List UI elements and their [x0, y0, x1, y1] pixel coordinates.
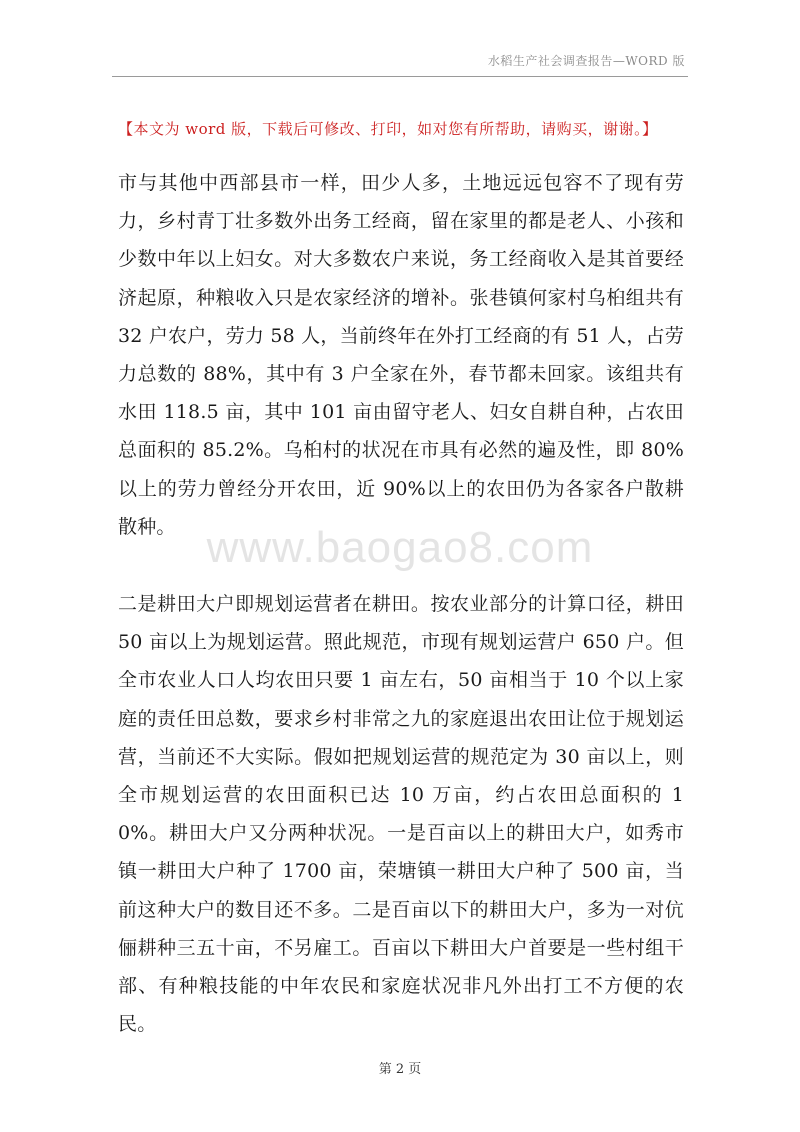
watermark: www.baogao8.com — [206, 523, 594, 572]
page-header-title: 水稻生产社会调查报告—WORD 版 — [487, 54, 685, 68]
paragraph-1: 市与其他中西部县市一样，田少人多，土地远远包容不了现有劳力，乡村青丁壮多数外出务工经商，留在家里的都是老人、小孩和少数中年以上妇女。对大多数农户来说，务工经商收入是其首要经济起原，种粮收入只是农家经济的增补。张巷镇何家村乌桕组共有 32 户农户，劳力 58 人，当前终年在外打工经商的有 51 人，占劳力总数的 88%，其中有 3 户全家在外，春节都未回家。该组共有水田 118.5 亩，其中 101 亩由留守老人、妇女自耕自种，占农田总面积的 85.2%。乌桕村的状况在市具有必然的遍及性，即 80%以上的劳力曾经分开农田，近 90%以上的农田仍为各家各户散耕散种。 — [118, 172, 684, 538]
header-divider — [112, 76, 688, 77]
paragraph-2: 二是耕田大户即规划运营者在耕田。按农业部分的计算口径，耕田 50 亩以上为规划运营。照此规范，市现有规划运营户 650 户。但全市农业人口人均农田只要 1 亩左右，50 亩相当于 10 个以上家庭的责任田总数，要求乡村非常之九的家庭退出农田让位于规划运营，当前还不大实际。假如把规划运营的规范定为 30 亩以上，则全市规划运营的农田面积已达 10 万亩，约占农田总面积的 10%。耕田大户又分两种状况。一是百亩以上的耕田大户，如秀市镇一耕田大户种了 1700 亩，荣塘镇一耕田大户种了 500 亩，当前这种大户的数目还不多。二是百亩以下的耕田大户，多为一对伉俪耕种三五十亩，不另雇工。百亩以下耕田大户首要是一些村组干部、有种粮技能的中年农民和家庭状况非凡外出打工不方便的农民。 — [118, 593, 684, 1036]
download-notice: 【本文为 word 版，下载后可修改、打印，如对您有所帮助，请购买，谢谢。】 — [118, 120, 658, 138]
page-number: 第 2 页 — [378, 1062, 422, 1077]
